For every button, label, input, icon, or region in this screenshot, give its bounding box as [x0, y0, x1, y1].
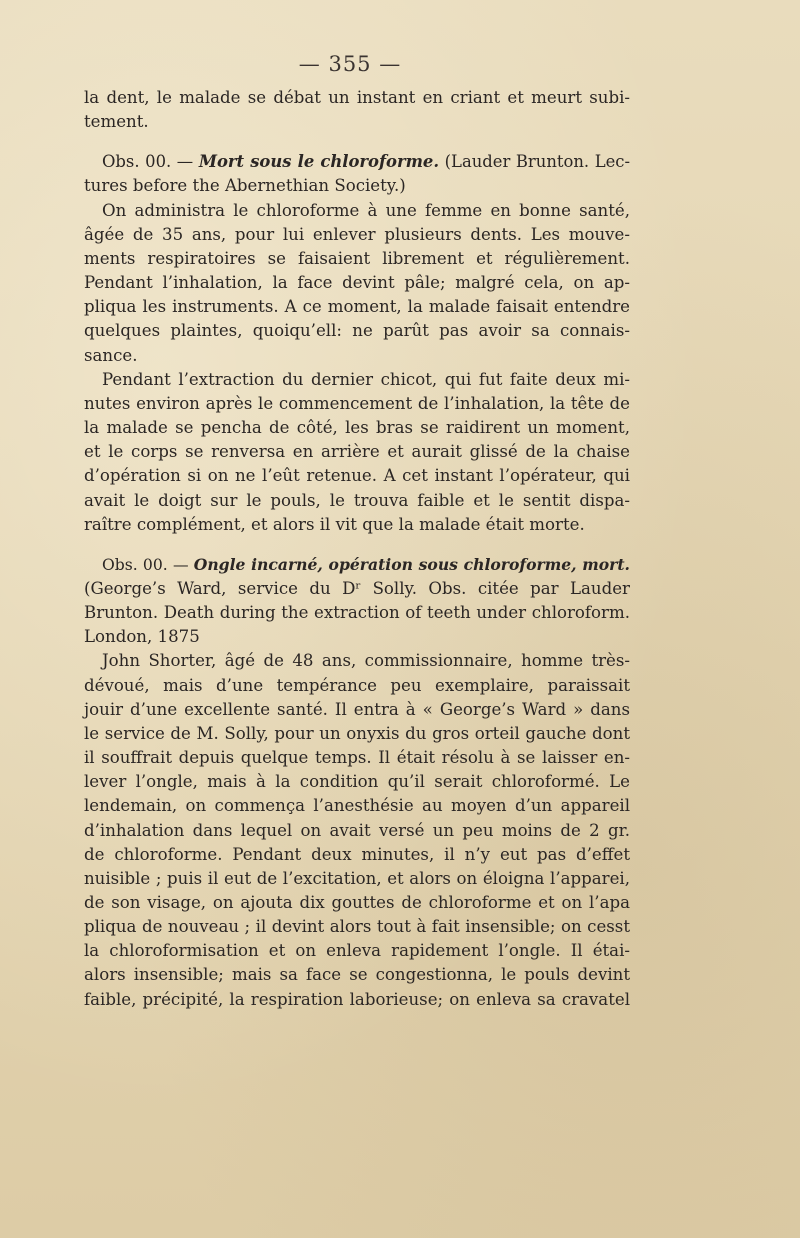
text-line: raître complément, et alors il vit que la malade était morte. [84, 514, 585, 534]
text-line [84, 150, 630, 174]
text-line: John Shorter, âgé de 48 ans, commissionnaire, homme très- [102, 651, 630, 671]
text-line: faible, précipité, la respiration laborieuse; on enleva sa cravatel [84, 989, 630, 1009]
text-line: sance. [84, 345, 138, 365]
text-line: Pendant l’extraction du dernier chicot, qui fut faite deux mi- [102, 369, 630, 389]
text-line: la chloroformisation et on enleva rapidement l’ongle. Il étai- [84, 941, 630, 961]
text-line: pliqua les instruments. A ce moment, la malade faisait entendre [84, 297, 630, 317]
text-line: Pendant l’inhalation, la face devint pâle; malgré cela, on ap- [84, 273, 630, 293]
obs-title: Mort sous le chloroforme. [198, 152, 440, 172]
text-line: de son visage, on ajouta dix gouttes de chloroforme et on l’apa [84, 893, 630, 912]
obs-prefix: Obs. 00. — [102, 152, 199, 172]
text-line: il souffrait depuis quelque temps. Il était résolu à se laisser en- [84, 748, 630, 768]
text-line: On administra le chloroforme à une femme en bonne santé, [102, 200, 630, 220]
paragraph [84, 649, 630, 1011]
obs-title: Ongle incarné, opération sous chloroforme, mort. [193, 554, 630, 574]
text-line: nuisible ; puis il eut de l’excitation, et alors on éloigna l’apparei, [84, 868, 630, 888]
text-line: d’opération si on ne l’eût retenue. A cet instant l’opérateur, qui [84, 466, 630, 486]
text-line: la malade se pencha de côté, les bras se raidirent un moment, [84, 418, 630, 438]
observation-heading-1 [84, 150, 630, 198]
paragraph-ending-previous [84, 86, 630, 134]
text-line: dévoué, mais d’une tempérance peu exemplaire, paraissait [84, 675, 630, 695]
paragraph [84, 368, 630, 537]
text-line: jouir d’une excellente santé. Il entra à « George’s Ward » dans [84, 699, 630, 719]
text-line: Brunton. Death during the extraction of teeth under chloroform. [84, 603, 630, 623]
text-line: alors insensible; mais sa face se congestionna, le pouls devint [84, 965, 630, 985]
text-line [84, 553, 630, 577]
paragraph-gap [84, 537, 630, 553]
obs-prefix: Obs. 00. — [102, 555, 194, 574]
text-line: lever l’ongle, mais à la condition qu’il serait chloroformé. Le [84, 772, 630, 792]
text-line: quelques plaintes, quoiqu’ell: ne parût pas avoir sa connais- [84, 321, 630, 341]
text-line: pliqua de nouveau ; il devint alors tout à fait insensible; on cesst [84, 917, 630, 937]
text-line: avait le doigt sur le pouls, le trouva faible et le sentit dispa- [84, 490, 630, 510]
text-line: ments respiratoires se faisaient librement et régulièrement. [84, 248, 630, 268]
body-text [84, 86, 630, 1012]
text-line: tement. [84, 112, 149, 132]
observation-heading-2 [84, 553, 630, 650]
text-line: (George’s Ward, service du Dʳ Solly. Obs. citée par Lauder [84, 578, 630, 598]
paragraph [84, 199, 630, 368]
obs-source: (Lauder Brunton. Lec- [439, 152, 631, 172]
text-line: nutes environ après le commencement de l’inhalation, la tête de [84, 393, 630, 413]
text-line: le service de M. Solly, pour un onyxis du gros orteil gauche dont [84, 723, 630, 743]
text-line: la dent, le malade se débat un instant en criant et meurt subi- [84, 88, 630, 107]
text-line: lendemain, on commença l’anesthésie au moyen d’un appareil [84, 796, 630, 816]
text-line: âgée de 35 ans, pour lui enlever plusieurs dents. Les mouve- [84, 224, 630, 244]
text-line: tures before the Abernethian Society.) [84, 176, 406, 196]
text-line: London, 1875 [84, 627, 200, 647]
page-number: — 355 — [298, 52, 402, 76]
text-line: d’inhalation dans lequel on avait versé un peu moins de 2 gr. [84, 820, 630, 840]
paragraph-gap [84, 134, 630, 150]
text-line: de chloroforme. Pendant deux minutes, il n’y eut pas d’effet [84, 844, 630, 864]
text-line: et le corps se renversa en arrière et aurait glissé de la chaise [84, 442, 630, 462]
